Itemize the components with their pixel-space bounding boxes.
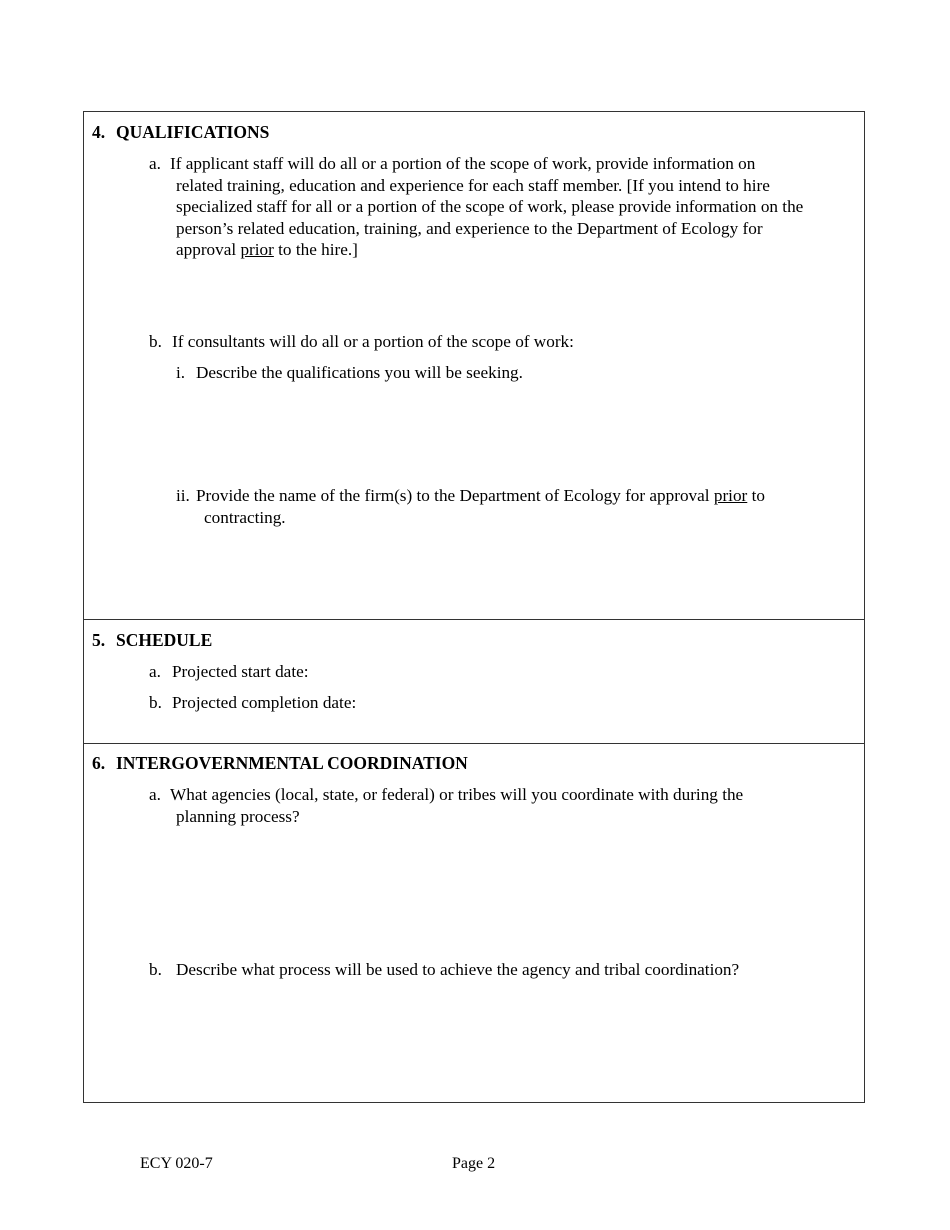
question-line: If applicant staff will do all or a portion of the scope of work, provide information on	[170, 154, 756, 173]
projected-completion-date-label: Projected completion date:	[172, 693, 357, 712]
form-id: ECY 020-7	[140, 1155, 213, 1172]
question-line: What agencies (local, state, or federal) or tribes will you coordinate with during the	[170, 785, 744, 804]
section-title-schedule	[92, 630, 212, 652]
coordination-process-question: Describe what process will be used to achieve the agency and tribal coordination?	[176, 960, 740, 979]
section-heading: QUALIFICATIONS	[116, 122, 270, 142]
qualifications-staff-question	[170, 153, 803, 261]
section-qualifications	[84, 112, 864, 620]
section-heading: SCHEDULE	[116, 630, 213, 650]
item-marker-b: b.	[149, 332, 162, 351]
question-line: planning process?	[176, 806, 300, 826]
question-text: Provide the name of the firm(s) to the Department of Ecology for approval	[196, 486, 714, 505]
question-line	[196, 485, 765, 507]
item-marker-ii: ii.	[176, 486, 190, 505]
section-title-qualifications	[92, 122, 269, 144]
item-marker-a: a.	[149, 785, 161, 804]
section-title-intergovernmental	[92, 753, 468, 775]
question-line: contracting.	[204, 507, 286, 527]
section-intergovernmental-coordination	[84, 744, 864, 1102]
question-line: related training, education and experience for each staff member. [If you intend to hire	[176, 175, 770, 195]
question-text: approval	[176, 240, 241, 259]
question-line	[176, 239, 803, 261]
application-form-box	[83, 111, 865, 1103]
section-schedule	[84, 620, 864, 744]
section-heading: INTERGOVERNMENTAL COORDINATION	[116, 753, 468, 773]
firm-name-question	[196, 485, 765, 528]
consultants-question: If consultants will do all or a portion of the scope of work:	[172, 332, 574, 351]
question-text: to	[747, 486, 765, 505]
section-number: 5.	[92, 630, 106, 650]
item-marker-a: a.	[149, 662, 161, 681]
item-marker-i: i.	[176, 363, 186, 382]
question-text: to the hire.]	[273, 240, 358, 259]
underlined-prior: prior	[713, 486, 748, 505]
page-number: Page 2	[452, 1155, 496, 1172]
item-marker-a: a.	[149, 154, 161, 173]
projected-start-date-label: Projected start date:	[172, 662, 309, 681]
agencies-question	[170, 784, 743, 827]
section-number: 4.	[92, 122, 106, 142]
underlined-prior: prior	[240, 240, 274, 259]
qualifications-sought-question: Describe the qualifications you will be seeking.	[196, 363, 523, 382]
question-line: specialized staff for all or a portion of the scope of work, please provide information on the	[176, 197, 804, 216]
section-number: 6.	[92, 753, 106, 773]
question-line: person’s related education, training, and experience to the Department of Ecology for	[176, 218, 763, 238]
item-marker-b: b.	[149, 960, 162, 979]
item-marker-b: b.	[149, 693, 162, 712]
